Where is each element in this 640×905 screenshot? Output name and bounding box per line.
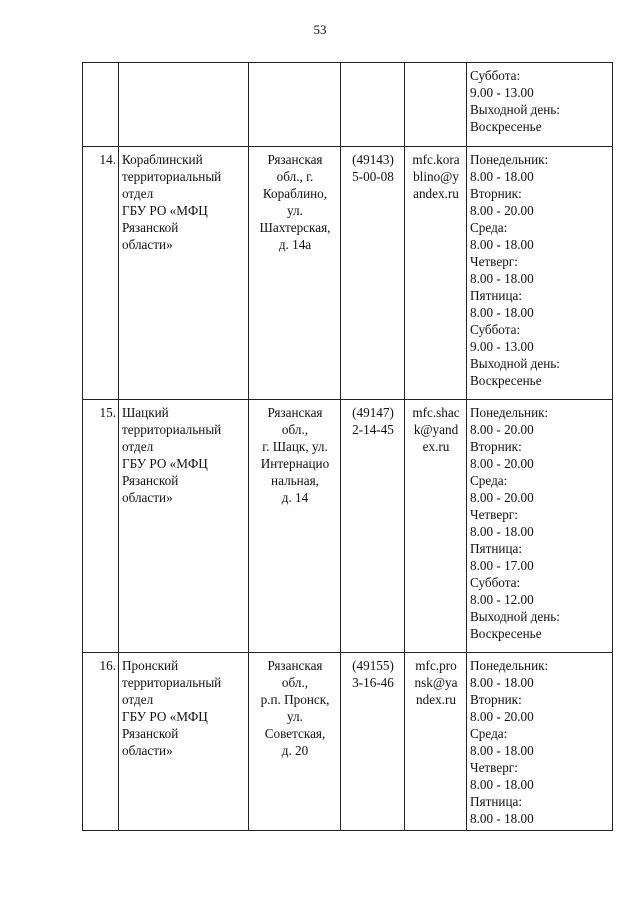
- address-line: Шахтерская,: [259, 220, 331, 235]
- cell-phone: [341, 63, 405, 147]
- hours-line: 8.00 - 18.00: [470, 777, 534, 792]
- address-line: г. Шацк, ул.: [262, 439, 328, 454]
- address-line: обл.,: [281, 422, 309, 437]
- address-line: Кораблино,: [262, 186, 328, 201]
- hours-line: Выходной день:: [470, 356, 560, 371]
- address-line: р.п. Пронск,: [260, 692, 330, 707]
- hours-line: Пятница:: [470, 541, 523, 556]
- hours-line: Воскресенье: [470, 119, 542, 134]
- hours-line: Воскресенье: [470, 626, 542, 641]
- address-line: ул.: [287, 709, 303, 724]
- email-line: k@yand: [413, 422, 459, 437]
- mfc-schedule-table: [82, 62, 613, 831]
- hours-line: Понедельник:: [470, 405, 549, 420]
- hours-line: 8.00 - 17.00: [470, 558, 534, 573]
- name-line: области»: [122, 237, 173, 252]
- cell-address: [249, 400, 341, 653]
- hours-line: 8.00 - 18.00: [470, 271, 534, 286]
- name-line: ГБУ РО «МФЦ: [122, 203, 208, 218]
- cell-num: 14.: [83, 147, 119, 400]
- cell-address: [249, 147, 341, 400]
- hours-line: Среда:: [470, 726, 508, 741]
- address-line: Интернацио: [260, 456, 330, 471]
- table-row-continuation: [83, 63, 613, 147]
- hours-line: Выходной день:: [470, 102, 560, 117]
- phone-line: (49147): [352, 405, 394, 420]
- email-line: nsk@ya: [414, 675, 458, 690]
- cell-name: [119, 653, 249, 831]
- table-row: [83, 400, 613, 653]
- hours-line: Четверг:: [470, 760, 518, 775]
- address-line: обл., г.: [276, 169, 314, 184]
- cell-num: 16.: [83, 653, 119, 831]
- cell-email: [405, 63, 467, 147]
- hours-line: 8.00 - 12.00: [470, 592, 534, 607]
- cell-hours: [467, 147, 613, 400]
- name-line: Кораблинский: [122, 152, 203, 167]
- hours-line: 8.00 - 18.00: [470, 524, 534, 539]
- table-row: [83, 653, 613, 831]
- address-line: нальная,: [271, 473, 319, 488]
- name-line: территориальный: [122, 675, 222, 690]
- cell-num: 15.: [83, 400, 119, 653]
- hours-line: Вторник:: [470, 439, 522, 454]
- cell-phone: [341, 653, 405, 831]
- hours-line: Суббота:: [470, 322, 521, 337]
- name-line: отдел: [122, 439, 154, 454]
- phone-line: 3-16-46: [352, 675, 394, 690]
- email-line: andex.ru: [413, 186, 459, 201]
- name-line: Пронский: [122, 658, 179, 673]
- hours-line: Понедельник:: [470, 658, 549, 673]
- hours-line: 8.00 - 20.00: [470, 490, 534, 505]
- name-line: ГБУ РО «МФЦ: [122, 456, 208, 471]
- cell-address: [249, 653, 341, 831]
- hours-line: 8.00 - 18.00: [470, 305, 534, 320]
- name-line: Шацкий: [122, 405, 169, 420]
- hours-line: 8.00 - 20.00: [470, 709, 534, 724]
- phone-line: (49143): [352, 152, 394, 167]
- name-line: территориальный: [122, 169, 222, 184]
- phone-line: 5-00-08: [352, 169, 394, 184]
- hours-line: Среда:: [470, 473, 508, 488]
- email-line: blino@y: [413, 169, 459, 184]
- name-line: территориальный: [122, 422, 222, 437]
- address-line: Советская,: [264, 726, 326, 741]
- name-line: ГБУ РО «МФЦ: [122, 709, 208, 724]
- name-line: Рязанской: [122, 473, 179, 488]
- cell-hours: [467, 63, 613, 147]
- name-line: области»: [122, 743, 173, 758]
- hours-line: Понедельник:: [470, 152, 549, 167]
- hours-line: 8.00 - 18.00: [470, 169, 534, 184]
- address-line: Рязанская: [267, 405, 323, 420]
- cell-email: [405, 147, 467, 400]
- hours-line: 8.00 - 18.00: [470, 675, 534, 690]
- address-line: Рязанская: [267, 152, 323, 167]
- hours-line: Воскресенье: [470, 373, 542, 388]
- address-line: обл.,: [281, 675, 309, 690]
- table-row: [83, 147, 613, 400]
- cell-email: [405, 653, 467, 831]
- phone-line: 2-14-45: [352, 422, 394, 437]
- address-line: д. 14: [281, 490, 309, 505]
- address-line: ул.: [287, 203, 303, 218]
- cell-name: [119, 400, 249, 653]
- hours-line: 9.00 - 13.00: [470, 339, 534, 354]
- hours-line: 8.00 - 18.00: [470, 237, 534, 252]
- hours-line: Четверг:: [470, 254, 518, 269]
- email-line: ndex.ru: [416, 692, 456, 707]
- hours-line: 8.00 - 20.00: [470, 422, 534, 437]
- email-line: mfc.kora: [412, 152, 460, 167]
- cell-phone: [341, 400, 405, 653]
- hours-line: Вторник:: [470, 692, 522, 707]
- cell-hours: [467, 653, 613, 831]
- hours-line: 9.00 - 13.00: [470, 85, 534, 100]
- name-line: Рязанской: [122, 220, 179, 235]
- cell-num: [83, 63, 119, 147]
- address-line: д. 14а: [278, 237, 312, 252]
- name-line: отдел: [122, 692, 154, 707]
- cell-name: [119, 147, 249, 400]
- cell-name: [119, 63, 249, 147]
- hours-line: Среда:: [470, 220, 508, 235]
- cell-phone: [341, 147, 405, 400]
- hours-line: Четверг:: [470, 507, 518, 522]
- hours-line: 8.00 - 20.00: [470, 203, 534, 218]
- phone-line: (49155): [352, 658, 394, 673]
- hours-line: 8.00 - 18.00: [470, 811, 534, 826]
- name-line: области»: [122, 490, 173, 505]
- hours-line: Вторник:: [470, 186, 522, 201]
- email-line: ex.ru: [422, 439, 450, 454]
- address-line: Рязанская: [267, 658, 323, 673]
- cell-address: [249, 63, 341, 147]
- hours-line: Пятница:: [470, 794, 523, 809]
- name-line: Рязанской: [122, 726, 179, 741]
- page-number: 53: [313, 22, 327, 37]
- cell-email: [405, 400, 467, 653]
- name-line: отдел: [122, 186, 154, 201]
- email-line: mfc.shac: [412, 405, 460, 420]
- cell-hours: [467, 400, 613, 653]
- hours-line: Пятница:: [470, 288, 523, 303]
- hours-line: Суббота:: [470, 575, 521, 590]
- hours-line: 8.00 - 20.00: [470, 456, 534, 471]
- address-line: д. 20: [281, 743, 309, 758]
- hours-line: Выходной день:: [470, 609, 560, 624]
- hours-line: Суббота:: [470, 68, 521, 83]
- hours-line: 8.00 - 18.00: [470, 743, 534, 758]
- email-line: mfc.pro: [415, 658, 457, 673]
